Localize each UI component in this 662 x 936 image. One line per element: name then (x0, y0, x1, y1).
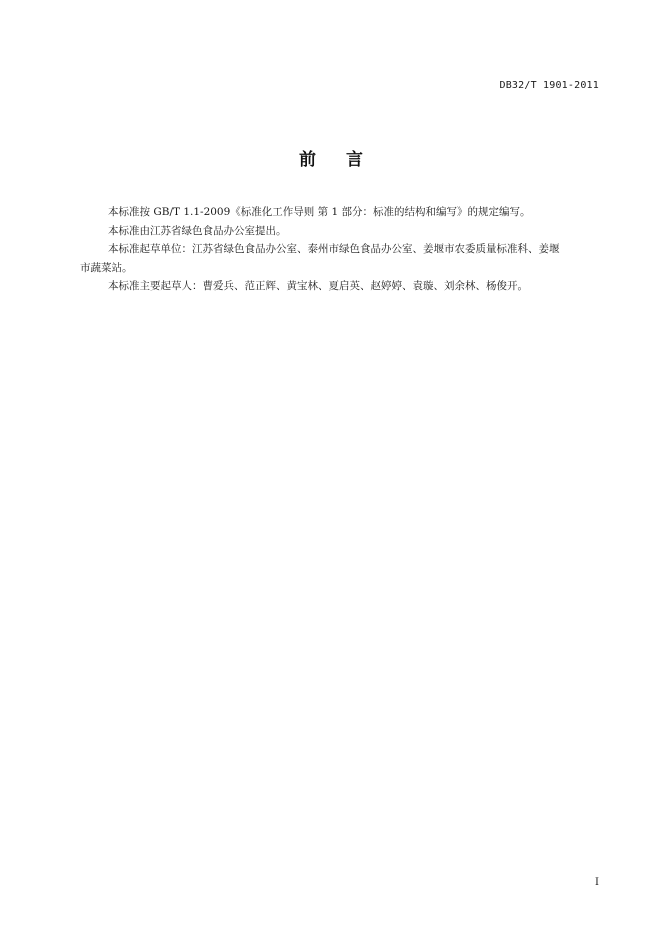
page-number: I (595, 877, 599, 888)
page-title (0, 145, 662, 170)
title-char-1: 前 (299, 150, 316, 170)
title-char-2: 言 (346, 150, 363, 170)
paragraph-format (108, 203, 604, 222)
foreword-body (80, 203, 604, 296)
paragraph-drafting-units (80, 240, 604, 277)
paragraph-drafting-units-continuation: 市蔬菜站。 (80, 261, 133, 274)
paragraph-proposer-text: 本标准由江苏省绿色食品办公室提出。 (108, 224, 287, 237)
paragraph-drafting-units-text: 本标准起草单位：江苏省绿色食品办公室、泰州市绿色食品办公室、姜堰市农委质量标准科、姜堰 (108, 243, 560, 255)
paragraph-format-text: 本标准按 GB/T 1.1-2009《标准化工作导则 第 1 部分：标准的结构和编写》的规定编写。 (108, 206, 531, 218)
paragraph-drafters (108, 277, 604, 296)
paragraph-proposer (108, 222, 604, 241)
paragraph-drafters-text: 本标准主要起草人：曹爱兵、范正辉、黄宝林、夏启英、赵婷婷、袁璇、刘余林、杨俊开。 (108, 280, 528, 292)
standard-code: DB32/T 1901-2011 (499, 80, 599, 91)
